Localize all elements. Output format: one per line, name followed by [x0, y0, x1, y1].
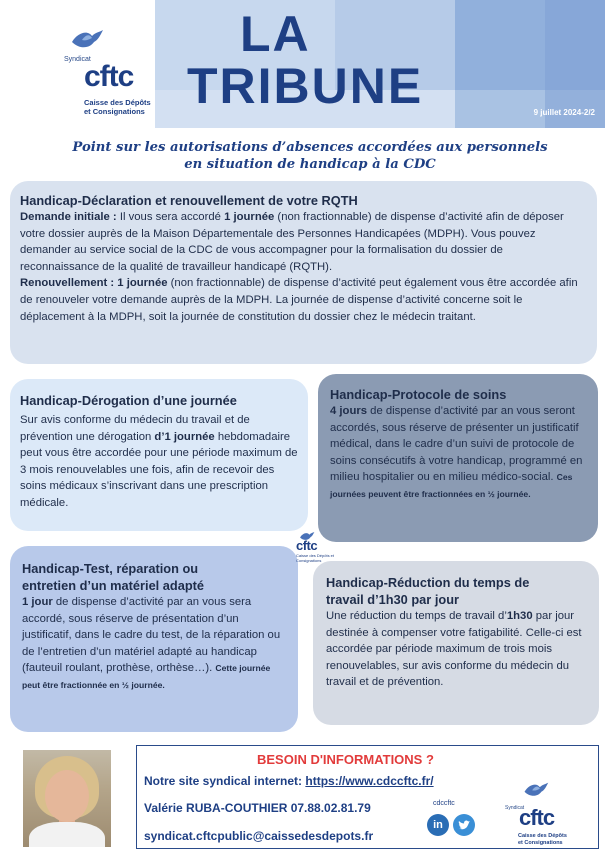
section-rqth	[10, 181, 597, 364]
section-text: Une réduction du temps de travail d’1h30 par jour destinée à compenser votre fatigabilité. Celle-ci est accordée par période maximum de trois mois renouvelables, sur avis conforme du médecin du travail et de prévention.	[326, 610, 582, 689]
section-derogation	[10, 379, 308, 531]
cftc-mini-logo: cftc Caisse des Dépôts et Consignations	[293, 531, 335, 565]
logo-syndicat: Syndicat	[64, 56, 91, 63]
section-text: 1 jour de dispense d’activité par an vous sera accordé, sous réserve de présentation d’un justificatif, dans le cadre du test, de la réparation ou de l’entretien d’un matériel adapté au handicap (fauteuil roulant, prothèse, orthèse…). Cette journée peut être fractionnée en ½ journée.	[22, 596, 281, 690]
logo-brand: cftc	[84, 60, 134, 93]
linkedin-icon[interactable]: in	[427, 814, 449, 836]
site-link[interactable]: https://www.cdccftc.fr/	[305, 774, 434, 788]
cftc-logo	[62, 28, 152, 123]
section-reduction	[313, 561, 599, 725]
social-handle: cdccftc	[433, 800, 455, 807]
cftc-footer-logo: Syndicat cftc Caisse des Dépôts et Consignations	[505, 775, 595, 845]
section-protocole	[318, 374, 598, 542]
dove-icon	[523, 781, 549, 801]
section-title: Handicap-Déclaration et renouvellement de votre RQTH	[20, 193, 358, 208]
logo-org: Caisse des Dépôts et Consignations	[84, 98, 151, 116]
contact-heading: BESOIN D'INFORMATIONS ?	[257, 752, 434, 767]
section-text: Demande initiale : Il vous sera accordé 1 journée (non fractionnable) de dispense d’activité afin de déposer votre dossier auprès de la Maison Départementale des Personnes Handicapées (MDPH). Vous pouvez demander au service social de la CDC de vous accompagner pour la formalisation du dossier de reconnaissance de la qualité de travailleur handicapé (RQTH).	[20, 211, 564, 273]
site-line: Notre site syndical internet: https://www.cdccftc.fr/	[144, 774, 434, 788]
page-subtitle: Point sur les autorisations d’absences accordées aux personnels en situation de handicap à la CDC	[72, 140, 548, 172]
section-text: Renouvellement : 1 journée (non fractionnable) de dispense d’activité peut également vous être accordée afin de renouveler votre demande auprès de la MDPH. La journée de dispense d’activité concerne soit le déplacement à la MDPH, soit la journée de constitution du dossier chez le médecin traitant.	[20, 277, 578, 323]
social-links	[427, 800, 487, 840]
section-test-materiel	[10, 546, 298, 732]
section-title: Handicap-Protocole de soins	[330, 387, 507, 402]
section-title: Handicap-Réduction du temps de travail d’1h30 par jour	[326, 575, 530, 607]
dove-icon	[70, 28, 104, 54]
section-text: Sur avis conforme du médecin du travail et de prévention une dérogation d’1 journée hebdomadaire peut vous être accordée pour une période maximum de 3 mois renouvelables une fois, afin de recevoir des soins médicaux s’inscrivant dans une prescription médicale.	[20, 414, 298, 509]
twitter-icon[interactable]	[453, 814, 475, 836]
title-banner	[155, 0, 605, 128]
issue-date: 9 juillet 2024-2/2	[533, 108, 595, 117]
contact-email[interactable]: syndicat.cftcpublic@caissedesdepots.fr	[144, 829, 374, 843]
header	[0, 0, 605, 130]
contact-person: Valérie RUBA-COUTHIER 07.88.02.81.79	[144, 801, 371, 815]
contact-photo	[23, 750, 111, 847]
section-title: Handicap-Dérogation d’une journée	[20, 393, 237, 408]
section-text: 4 jours de dispense d’activité par an vous seront accordés, sous réserve de présenter un justificatif médical, dans le cadre d’un suivi de protocole de soins consécutifs à votre handicap, programmé en milieu hospitalier ou en milieu médico-social. Ces journées peuvent être fractionnées en ½ journée.	[330, 405, 583, 499]
section-title: Handicap-Test, réparation ou entretien d’un matériel adapté	[22, 561, 205, 593]
title-tribune: TRIBUNE	[187, 58, 424, 114]
title-la: LA	[240, 6, 311, 62]
